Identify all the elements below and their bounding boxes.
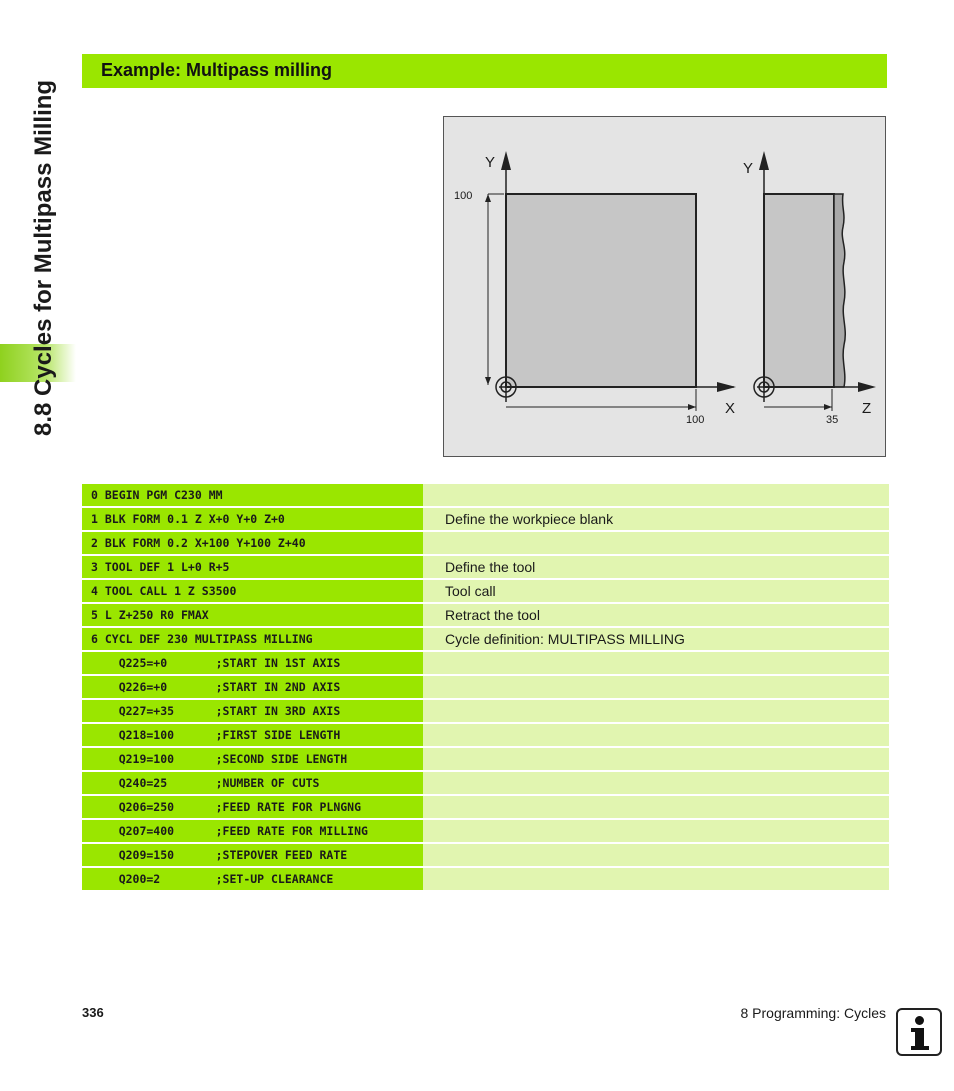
x-axis-label: X	[725, 400, 736, 417]
section-title: Example: Multipass milling	[101, 60, 333, 80]
x-dimension-label: 100	[686, 414, 705, 426]
nc-code: 1 BLK FORM 0.1 Z X+0 Y+0 Z+0	[82, 508, 423, 530]
program-row	[82, 868, 889, 890]
drawing-figure	[443, 116, 886, 457]
nc-comment	[423, 724, 889, 746]
nc-comment	[423, 868, 889, 890]
nc-code: Q240=25 ;NUMBER OF CUTS	[82, 772, 423, 794]
z-axis-label: Z	[862, 400, 872, 417]
nc-code: Q200=2 ;SET-UP CLEARANCE	[82, 868, 423, 890]
nc-code: Q209=150 ;STEPOVER FEED RATE	[82, 844, 423, 866]
nc-code: 6 CYCL DEF 230 MULTIPASS MILLING	[82, 628, 423, 650]
program-row	[82, 484, 889, 506]
info-icon	[896, 1008, 942, 1056]
nc-code: 5 L Z+250 R0 FMAX	[82, 604, 423, 626]
nc-code: Q219=100 ;SECOND SIDE LENGTH	[82, 748, 423, 770]
nc-comment	[423, 796, 889, 818]
nc-comment: Define the tool	[423, 556, 889, 578]
nc-comment	[423, 748, 889, 770]
nc-code: Q227=+35 ;START IN 3RD AXIS	[82, 700, 423, 722]
nc-comment	[423, 484, 889, 506]
nc-comment	[423, 652, 889, 674]
program-row	[82, 508, 889, 530]
chapter-footer: 8 Programming: Cycles	[740, 1005, 886, 1021]
nc-comment: Cycle definition: MULTIPASS MILLING	[423, 628, 889, 650]
program-row	[82, 748, 889, 770]
nc-comment	[423, 820, 889, 842]
z-dimension-label: 35	[826, 414, 839, 426]
program-row	[82, 676, 889, 698]
program-row	[82, 628, 889, 650]
nc-comment	[423, 532, 889, 554]
workpiece-side-view	[764, 194, 834, 387]
program-row	[82, 796, 889, 818]
nc-comment: Define the workpiece blank	[423, 508, 889, 530]
nc-code: 2 BLK FORM 0.2 X+100 Y+100 Z+40	[82, 532, 423, 554]
nc-code: Q206=250 ;FEED RATE FOR PLNGNG	[82, 796, 423, 818]
nc-code: Q218=100 ;FIRST SIDE LENGTH	[82, 724, 423, 746]
program-row	[82, 556, 889, 578]
workpiece-top-view	[506, 194, 696, 387]
nc-code: Q226=+0 ;START IN 2ND AXIS	[82, 676, 423, 698]
program-row	[82, 724, 889, 746]
program-row	[82, 532, 889, 554]
nc-code: 0 BEGIN PGM C230 MM	[82, 484, 423, 506]
nc-code: 4 TOOL CALL 1 Z S3500	[82, 580, 423, 602]
nc-comment	[423, 700, 889, 722]
chapter-side-title: 8.8 Cycles for Multipass Milling	[30, 79, 57, 436]
workpiece-drawing	[444, 117, 887, 458]
program-row	[82, 772, 889, 794]
y-axis-label-right: Y	[743, 160, 754, 177]
nc-code: Q207=400 ;FEED RATE FOR MILLING	[82, 820, 423, 842]
nc-code: Q225=+0 ;START IN 1ST AXIS	[82, 652, 423, 674]
nc-comment	[423, 844, 889, 866]
nc-comment	[423, 772, 889, 794]
y-axis-label-left: Y	[485, 154, 496, 171]
section-header	[82, 54, 887, 88]
page-number: 336	[82, 1005, 104, 1020]
program-row	[82, 580, 889, 602]
program-row	[82, 652, 889, 674]
y-dimension-label: 100	[454, 190, 473, 202]
program-row	[82, 700, 889, 722]
nc-comment: Tool call	[423, 580, 889, 602]
program-row	[82, 604, 889, 626]
program-row	[82, 820, 889, 842]
nc-comment: Retract the tool	[423, 604, 889, 626]
program-row	[82, 844, 889, 866]
nc-comment	[423, 676, 889, 698]
nc-code: 3 TOOL DEF 1 L+0 R+5	[82, 556, 423, 578]
